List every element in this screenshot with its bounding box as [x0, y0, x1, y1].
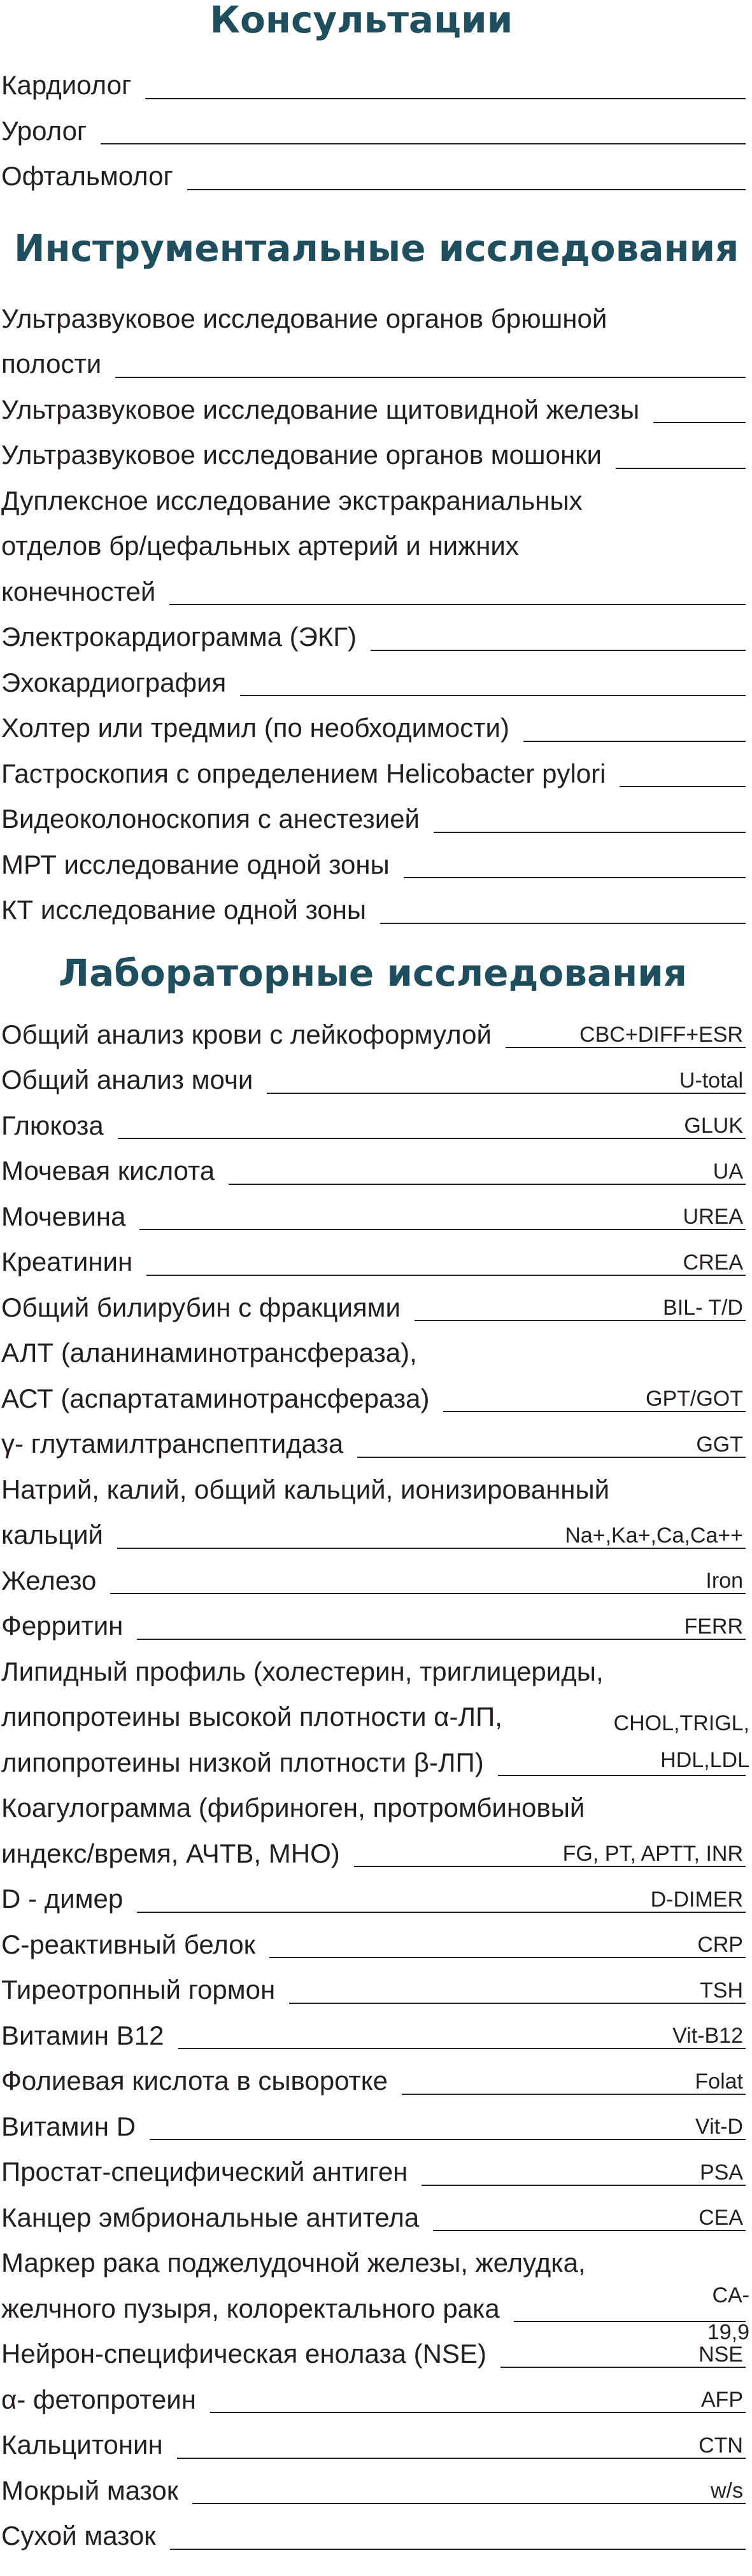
item-text-line: Ультразвуковое исследование щитовидной железы	[1, 394, 640, 424]
fill-line	[177, 2433, 746, 2459]
fill-line	[110, 1569, 746, 1594]
list-item	[1, 2240, 752, 2344]
item-text: Офтальмолог	[1, 161, 173, 191]
item-fill-row	[1, 2013, 752, 2059]
list-item	[1, 1239, 752, 1285]
item-text-line: Общий анализ мочи	[1, 1065, 253, 1095]
fill-line	[118, 1114, 746, 1139]
fill-line	[443, 1387, 746, 1412]
list-item	[1, 2331, 752, 2377]
fill-line	[498, 1775, 746, 1776]
item-fill-row	[1, 1194, 752, 1240]
section-title-instrumental: Инструментальные исследования	[14, 226, 739, 270]
item-text-line: Ферритин	[1, 1611, 124, 1641]
list-item	[1, 432, 752, 478]
list-item	[1, 1649, 752, 1786]
list-item	[1, 1012, 752, 1058]
item-text-line: желчного пузыря, колоректального рака	[1, 2293, 500, 2323]
test-code: CREA	[683, 1250, 743, 1275]
item-text-line: индекс/время, АЧТВ, МНО)	[1, 1838, 340, 1868]
test-code: Folat	[695, 2069, 743, 2094]
item-text-line: Электрокардиограмма (ЭКГ)	[1, 622, 357, 652]
instrumental-list	[1, 296, 752, 933]
item-fill-row	[1, 1057, 752, 1103]
item-text-line: Глюкоза	[1, 1110, 104, 1140]
item-fill-row	[1, 1148, 752, 1194]
item-text-line: Витамин D	[1, 2111, 136, 2141]
list-item	[1, 1148, 752, 1194]
list-item	[1, 1421, 752, 1467]
item-text-line: Простат-специфический антиген	[1, 2157, 408, 2187]
item-fill-row	[1, 1103, 752, 1149]
item-fill-row	[1, 2331, 752, 2377]
item-fill-row	[1, 1421, 752, 1467]
test-code: PSA	[699, 2160, 743, 2185]
item-text-line: Кальцитонин	[1, 2430, 163, 2460]
test-code: FG, PT, APTT, INR	[562, 1842, 743, 1866]
item-fill-row	[1, 751, 752, 797]
list-item	[1, 478, 752, 615]
test-code: GPT/GOT	[646, 1387, 743, 1411]
fill-line	[653, 422, 746, 423]
fill-line	[371, 650, 746, 651]
item-fill-row	[1, 1922, 752, 1968]
item-text: Уролог	[1, 115, 87, 146]
item-fill-row	[1, 796, 752, 842]
item-text-line: Мочевая кислота	[1, 1156, 215, 1186]
section-title-consultations: Консультации	[209, 0, 513, 41]
test-code: CBC+DIFF+ESR	[579, 1023, 743, 1047]
fill-line	[115, 377, 746, 378]
item-text-line: Дуплексное исследование экстракраниальных	[1, 485, 583, 515]
fill-line	[187, 189, 746, 190]
item-text-line: Липидный профиль (холестерин, триглицериды,	[1, 1656, 604, 1686]
list-item	[1, 2013, 752, 2059]
item-fill-row	[1, 1876, 752, 1922]
item-fill-row	[1, 705, 752, 751]
list-item	[1, 1603, 752, 1649]
item-text-line: Холтер или тредмил (по необходимости)	[1, 713, 509, 743]
item-text-line: С-реактивный белок	[1, 1929, 256, 1959]
item-text-line: Эхокардиография	[1, 667, 227, 697]
test-code: GLUK	[684, 1114, 743, 1138]
list-item	[1, 2468, 752, 2514]
fill-line	[169, 604, 746, 605]
fill-line	[506, 1023, 746, 1048]
item-fill-row	[1, 887, 752, 933]
fill-line	[422, 2160, 746, 2186]
fill-line	[117, 1523, 746, 1549]
item-text-line: Общий билирубин с фракциями	[1, 1292, 401, 1322]
fill-line	[434, 832, 746, 833]
list-item	[1, 387, 752, 433]
list-item	[1, 1103, 752, 1149]
item-text-line: полости	[1, 349, 102, 379]
test-code: CRP	[697, 1933, 743, 1957]
list-item	[1, 296, 752, 387]
list-item	[1, 1967, 752, 2013]
item-fill-row	[1, 1012, 752, 1058]
item-text-line: АЛТ (аланинаминотрансфераза),	[1, 1338, 417, 1368]
list-item	[1, 2149, 752, 2195]
list-item	[1, 660, 752, 706]
list-item	[1, 2377, 752, 2423]
fill-line	[150, 2115, 746, 2140]
test-code: Iron	[706, 1569, 743, 1593]
test-code: w/s	[711, 2479, 743, 2503]
item-fill-row	[1, 1967, 752, 2013]
fill-line	[415, 1296, 746, 1321]
item-text-line: АСТ (аспартатаминотрансфераза)	[1, 1383, 430, 1413]
list-item	[1, 2513, 752, 2559]
item-text-line: КТ исследование одной зоны	[1, 895, 367, 925]
item-fill-row	[1, 1239, 752, 1285]
fill-line	[192, 2479, 746, 2504]
fill-line	[523, 741, 746, 742]
fill-line	[229, 1159, 746, 1185]
fill-line	[433, 2206, 746, 2231]
item-text-line: Мочевина	[1, 1201, 126, 1231]
list-item	[1, 887, 752, 933]
test-code: D-DIMER	[650, 1887, 743, 1912]
test-code: NSE	[699, 2342, 743, 2367]
item-fill-row	[1, 2149, 752, 2195]
item-text-line: Ультразвуковое исследование органов мошонки	[1, 440, 602, 470]
item-text-line: Креатинин	[1, 1247, 133, 1277]
fill-line	[139, 1205, 746, 1230]
laboratory-list	[1, 1012, 752, 2559]
item-fill-row	[1, 1512, 752, 1558]
item-fill-row	[1, 341, 752, 387]
test-code: UA	[713, 1159, 743, 1184]
item-text-line: Витамин В12	[1, 2020, 164, 2050]
test-code: CTN	[699, 2433, 743, 2458]
item-text-line: отделов бр/цефальных артерий и нижних	[1, 531, 519, 561]
item-fill-row	[1, 153, 752, 199]
test-code: AFP	[700, 2388, 743, 2412]
list-item	[1, 2104, 752, 2150]
item-fill-row	[1, 1740, 752, 1786]
test-code-line: CHOL,TRIGL,	[613, 1711, 749, 1735]
list-item	[1, 2195, 752, 2241]
item-text-line: Гастроскопия с определением Helicobacter pylori	[1, 758, 606, 788]
list-item	[1, 796, 752, 842]
test-code: U-total	[679, 1068, 743, 1093]
list-item	[1, 1876, 752, 1922]
item-text-line: липопротеины высокой плотности α-ЛП,	[1, 1702, 502, 1732]
test-code: BIL- T/D	[663, 1296, 743, 1320]
item-text-line: γ- глутамилтранспептидаза	[1, 1429, 344, 1459]
fill-line	[210, 2388, 746, 2413]
fill-line	[137, 1614, 746, 1640]
item-fill-row	[1, 2195, 752, 2241]
fill-line	[240, 695, 746, 696]
item-fill-row	[1, 569, 752, 615]
item-fill-row	[1, 62, 752, 108]
item-text-line: Канцер эмбриональные антитела	[1, 2202, 420, 2232]
item-fill-row	[1, 1376, 752, 1422]
test-code-line: HDL,LDL	[660, 1747, 749, 1772]
item-text-line: Мокрый мазок	[1, 2475, 179, 2505]
item-fill-row	[1, 2377, 752, 2423]
item-text-line: кальций	[1, 1520, 104, 1550]
fill-line	[380, 923, 746, 924]
item-text-line: Видеоколоноскопия с анестезией	[1, 804, 420, 834]
list-item	[1, 1558, 752, 1604]
item-fill-row	[1, 1558, 752, 1604]
item-fill-row	[1, 660, 752, 706]
test-code: TSH	[700, 1978, 743, 2003]
fill-line	[500, 2342, 746, 2368]
item-text-line: Железо	[1, 1565, 97, 1595]
list-item	[1, 2422, 752, 2468]
fill-line	[178, 2024, 746, 2049]
test-code: FERR	[684, 1614, 743, 1639]
list-item	[1, 1330, 752, 1421]
test-code: Vit-D	[695, 2115, 743, 2139]
list-item	[1, 1057, 752, 1103]
item-fill-row	[1, 2058, 752, 2104]
item-fill-row	[1, 2104, 752, 2150]
item-fill-row	[1, 2513, 752, 2559]
item-fill-row	[1, 614, 752, 660]
item-text-line: Общий анализ крови с лейкоформулой	[1, 1019, 492, 1049]
fill-line	[146, 1250, 746, 1276]
item-text-line: Ультразвуковое исследование органов брюшной	[1, 303, 607, 333]
test-code: UREA	[683, 1205, 743, 1229]
list-item	[1, 2058, 752, 2104]
item-fill-row	[1, 1603, 752, 1649]
list-item	[1, 1785, 752, 1876]
fill-line	[402, 2069, 746, 2095]
list-item	[1, 1922, 752, 1968]
item-text-line: Сухой мазок	[1, 2521, 156, 2551]
test-code: Vit-B12	[672, 2024, 743, 2048]
fill-line	[101, 143, 746, 144]
item-text-line: Нейрон-специфическая енолаза (NSE)	[1, 2339, 486, 2369]
item-fill-row	[1, 1831, 752, 1877]
test-code-line: 19,9	[707, 2320, 749, 2344]
item-fill-row	[1, 108, 752, 154]
list-item	[1, 842, 752, 888]
item-fill-row	[1, 2422, 752, 2468]
item-text-line: МРТ исследование одной зоны	[1, 849, 390, 879]
consultation-item	[1, 108, 752, 154]
test-code-line: CA-	[712, 2283, 749, 2307]
list-item	[1, 751, 752, 797]
fill-line	[354, 1842, 746, 1867]
fill-line	[145, 98, 746, 99]
item-text-line: Тиреотропный гормон	[1, 1975, 276, 2005]
item-text-line: D - димер	[1, 1884, 124, 1914]
test-code: CEA	[699, 2206, 743, 2230]
item-text: Кардиолог	[1, 70, 132, 100]
list-item	[1, 614, 752, 660]
fill-line	[269, 1933, 746, 1958]
fill-line	[357, 1432, 746, 1458]
fill-line	[620, 786, 746, 787]
list-item	[1, 1467, 752, 1558]
item-text-line: конечностей	[1, 576, 156, 606]
fill-line	[170, 2549, 746, 2550]
item-fill-row	[1, 387, 752, 433]
fill-line	[267, 1068, 746, 1094]
item-fill-row	[1, 432, 752, 478]
list-item	[1, 705, 752, 751]
item-text-line: Натрий, калий, общий кальций, ионизированный	[1, 1474, 610, 1504]
consultation-item	[1, 153, 752, 199]
fill-line	[616, 468, 746, 469]
fill-line	[137, 1887, 746, 1913]
fill-line	[404, 877, 746, 878]
item-text-line: Фолиевая кислота в сыворотке	[1, 2066, 388, 2096]
section-title-laboratory: Лабораторные исследования	[59, 951, 688, 995]
item-text-line: Маркер рака поджелудочной железы, желудка,	[1, 2248, 586, 2278]
item-fill-row	[1, 842, 752, 888]
list-item	[1, 1285, 752, 1331]
item-text-line: липопротеины низкой плотности β-ЛП)	[1, 1747, 484, 1777]
consultation-item	[1, 62, 752, 108]
item-fill-row	[1, 2468, 752, 2514]
item-fill-row	[1, 2283, 752, 2332]
fill-line	[289, 1978, 746, 2004]
test-code: Na+,Ka+,Ca,Ca++	[565, 1523, 743, 1548]
test-code: GGT	[696, 1432, 743, 1457]
consultations-list	[1, 62, 752, 199]
item-fill-row	[1, 1285, 752, 1331]
item-text-line: Коагулограмма (фибриноген, протромбиновый	[1, 1793, 585, 1823]
list-item	[1, 1194, 752, 1240]
item-text-line: α- фетопротеин	[1, 2384, 196, 2414]
